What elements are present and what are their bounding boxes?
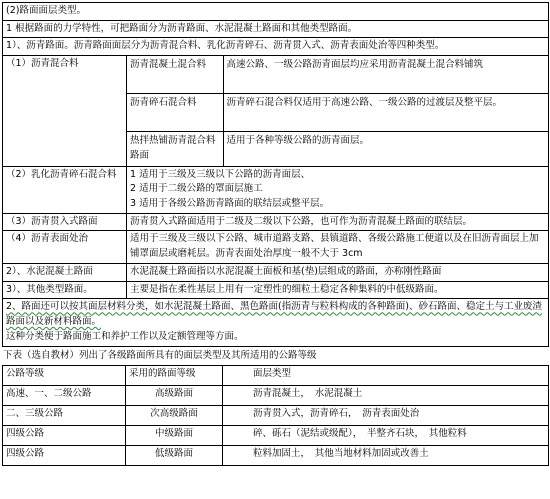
table-intro: 下表（选自教材）列出了各级路面所具有的面层类型及其所适用的公路等级 xyxy=(3,349,317,361)
penetration-label: （3）沥青贯入式路面 xyxy=(3,213,127,231)
table-row xyxy=(127,56,548,94)
pavement-type-table xyxy=(2,2,549,347)
concrete-label: 2）、水泥混凝土路面 xyxy=(3,263,127,281)
emulsion-desc xyxy=(127,166,549,213)
mix-name: 热拌热铺沥青混合料路面 xyxy=(127,132,223,166)
emulsion-line: 2 适用于二级公路的罩面层施工 xyxy=(130,183,263,195)
table-row xyxy=(3,446,549,466)
asphalt-heading: 1）、沥青路面。沥青路面面层分为沥青混合料、乳化沥青碎石、沥青贯入式、沥青表面处治等四种类型。 xyxy=(3,38,549,56)
pavement-grade: 低级路面 xyxy=(126,446,223,466)
surface-treatment-desc: 适用于三级及三级以下公路、城市道路支路、县镇道路、各级公路施工便道以及在旧沥青面层上加铺罩面层或磨耗层。沥青表面处治厚度一般不大于 3cm xyxy=(127,231,549,263)
mix-desc: 适用于各种等级公路的沥青面层。 xyxy=(223,132,548,166)
document-page xyxy=(2,2,548,466)
column-header: 面层类型 xyxy=(223,366,549,386)
pavement-grade: 中级路面 xyxy=(126,426,223,446)
asphalt-mix-label: （1）沥青混合料 xyxy=(3,56,127,166)
pavement-grade: 高级路面 xyxy=(126,386,223,406)
table-header-row xyxy=(3,366,549,386)
highway-grade: 高速、一、二级公路 xyxy=(3,386,126,406)
mix-name: 沥青碎石混合料 xyxy=(127,94,223,132)
table-row xyxy=(3,426,549,446)
table-row xyxy=(3,386,549,406)
concrete-desc: 水泥混凝土路面指以水泥混凝土面板和基(垫)层组成的路面，亦称刚性路面 xyxy=(127,263,549,281)
emulsion-line: 1 适用于三级及三级以下公路的沥青面层、 xyxy=(130,168,311,180)
point-2-main: 2、路面还可以按其面层材料分类，如水泥混凝土路面、黑色路面(指沥青与粒料构成的各种路面)、砂石路面、稳定土与工业废渣路面以及新材料路面。 xyxy=(6,301,542,328)
table-row xyxy=(3,406,549,426)
surface-types: 沥青贯入式，沥青碎石， 沥青表面处治 xyxy=(223,406,549,426)
point-2-note: 这种分类便于路面施工和养护工作以及定额管理等方面。 xyxy=(6,330,244,342)
other-label: 3）、其他类型路面。 xyxy=(3,281,127,299)
emulsion-line: 3 适用于各级公路沥青路面的联结层或整平层。 xyxy=(130,198,330,210)
mix-desc: 高速公路、一级公路沥青面层均应采用沥青混凝土混合料铺筑 xyxy=(223,56,548,94)
road-grade-table xyxy=(2,365,549,466)
highway-grade: 四级公路 xyxy=(3,446,126,466)
point-1-text: 1 根据路面的力学特性，可把路面分为沥青路面、水泥混凝土路面和其他类型路面。 xyxy=(3,20,549,38)
penetration-desc: 沥青贯入式路面适用于二级及二级以下公路，也可作为沥青混凝土路面的联结层。 xyxy=(127,213,549,231)
surface-types: 粒料加固土， 其他当地材料加固或改善土 xyxy=(223,446,549,466)
asphalt-mix-subtable xyxy=(127,56,548,165)
asphalt-mix-subtable-cell xyxy=(127,56,549,166)
mix-name: 沥青混凝土混合料 xyxy=(127,56,223,94)
other-desc: 主要是指在柔性基层上用有一定塑性的细粒土稳定各种集料的中低级路面。 xyxy=(127,281,549,299)
point-2-text xyxy=(3,299,549,346)
column-header: 公路等级 xyxy=(3,366,126,386)
column-header: 采用的路面等级 xyxy=(126,366,223,386)
section-title: (2)路面面层类型。 xyxy=(3,3,549,21)
highway-grade: 二、三级公路 xyxy=(3,406,126,426)
surface-types: 沥青混凝土， 水泥混凝土 xyxy=(223,386,549,406)
surface-treatment-label: （4）沥青表面处治 xyxy=(3,231,127,263)
table-row xyxy=(127,94,548,132)
pavement-grade: 次高级路面 xyxy=(126,406,223,426)
surface-types: 碎、砾石（泥结或级配）， 半整齐石块， 其他粒料 xyxy=(223,426,549,446)
mix-desc: 沥青碎石混合料仅适用于高速公路、一级公路的过渡层及整平层。 xyxy=(223,94,548,132)
emulsion-label: （2）乳化沥青碎石混合料 xyxy=(3,166,127,213)
table-row xyxy=(127,132,548,166)
highway-grade: 四级公路 xyxy=(3,426,126,446)
